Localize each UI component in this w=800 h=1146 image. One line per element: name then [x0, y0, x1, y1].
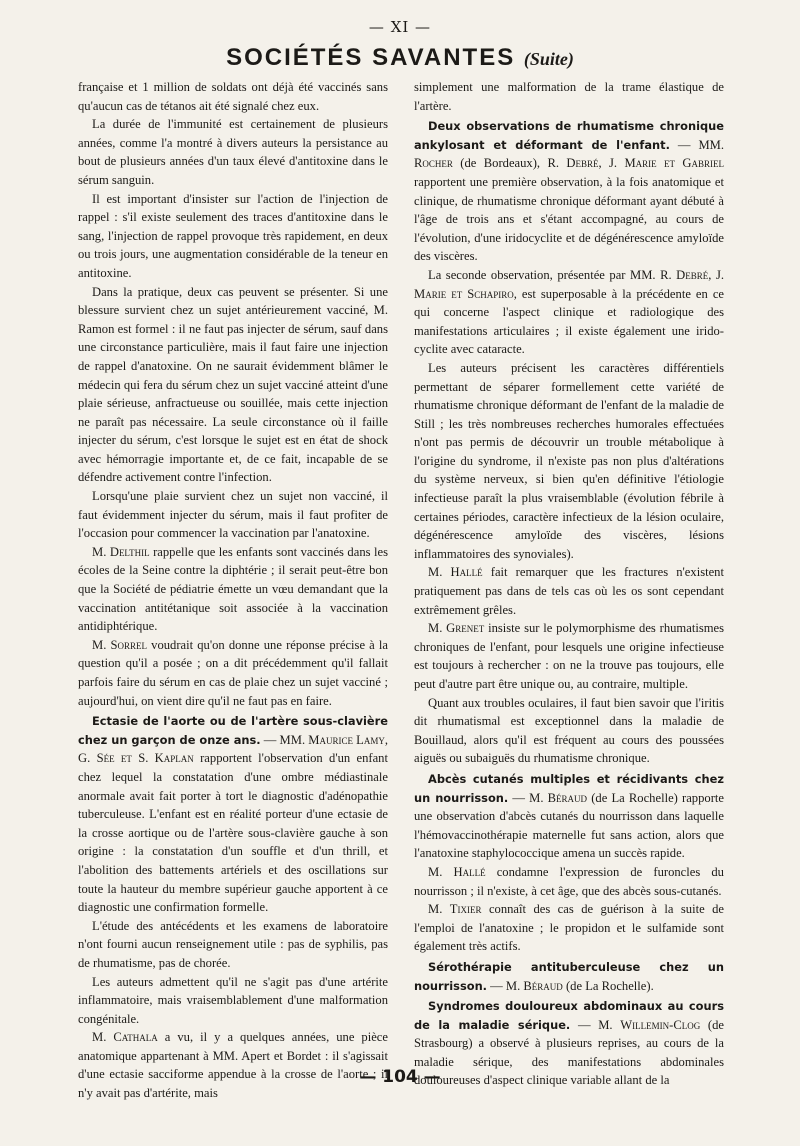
running-header	[0, 44, 800, 73]
paragraph: française et 1 million de soldats ont déjà été vaccinés sans qu'aucun cas de tétanos ait été signalé chez eux.	[78, 80, 388, 113]
author-name: Delthil	[109, 544, 150, 559]
author-name: Béraud	[523, 978, 563, 993]
header-suite: (Suite)	[523, 49, 574, 69]
paragraph: Les auteurs admettent qu'il ne s'agit pas d'une artérite inflammatoire, mais vraisemblablement d'une malformation congénitale.	[78, 974, 388, 1026]
paragraph-text: a vu, il y a quelques années, une pièce anatomique appartenant à MM. Apert et Bordet : il s'agissait d'une ectasie sacciforme appendue à la crosse de l'aorte ; il n'y avait pas d'artérite, mais	[78, 1030, 388, 1101]
author-name: Hallé	[450, 565, 483, 580]
paragraph: Les auteurs précisent les caractères différentiels permettant de séparer formellement cette variété de rhumatisme chronique déformant de l'enfant de la maladie de Still ; les très nombreuses recherches humorales effectuées n'ont pas permis de découvrir un trouble métabolique à l'origine du syndrome, il n'existe pas non plus d'altérations du système nerveux, si bien qu'en définitive l'étiologie infectieuse paraît la plus vraisemblable (évolution fébrile à certaines périodes, caractère infectieux de la lésion oculaire, dégénérescence amyloïde des viscères, lésions inflammatoires des synoviales).	[414, 360, 724, 561]
author-name: Cathala	[113, 1030, 158, 1045]
paragraph-text: condamne l'expression de furoncles du nourrisson ; il n'existe, à cet âge, que des abcès sous-cutanés.	[414, 864, 724, 898]
paragraph-text: rapportent une première observation, à la fois anatomique et clinique, de rhumatisme chronique déformant ayant débuté à l'âge de trois ans et s'étant accompagné, au cours de l'évolution, d'une iridocyclite et de dégénérescence amyloïde des viscères.	[414, 174, 724, 264]
section-serotherapie: Sérothérapie antituberculeuse chez un nourrisson. — M. Béraud (de La Rochelle).	[414, 959, 724, 993]
section-title: Ectasie de l'aorte ou de l'artère sous-clavière chez un garçon de onze ans.	[78, 714, 388, 747]
paragraph-text: rappelle que les enfants sont vaccinés dans les écoles de la Seine contre la diphtérie ; il serait peut-être bon que la Société de pédiatrie émette un vœu demandant que la vaccination antitétanique soit associée à la vaccination antidiphtérique.	[78, 544, 388, 634]
paragraph-text: fait remarquer que les fractures n'existent pratiquement pas dans de tels cas où les os sont cependant extrêmement grêles.	[414, 565, 724, 617]
paragraph: M. Grenet insiste sur le polymorphisme des rhumatismes chroniques de l'enfant, pour lesquels une origine infectieuse est toujours à rechercher : on ne la trouve pas toujours, elle peut d'autre part être unique ou, au contraire, multiple.	[414, 621, 725, 691]
paragraph: M. Tixier connaît des cas de guérison à la suite de l'emploi de l'anatoxine ; le propidon et le sulfamide sont également très actifs.	[414, 902, 725, 954]
paragraph-text: rapporte une observation d'abcès cutanés du nourrisson dans laquelle l'hémovaccinothérapie maternelle fut sans action, alors que l'anatoxine staphylococcique amena un succès rapide.	[414, 790, 724, 861]
page-roman-numeral: — XI —	[368, 18, 432, 36]
author-names: Maurice Lamy, G. Sée et S. Kaplan	[78, 732, 388, 766]
paragraph: La durée de l'immunité est certainement de plusieurs années, comme l'a montré à divers auteurs la persistance au bout de plusieurs années d'un taux élevé d'antitoxine dans le sérum sanguin.	[78, 117, 388, 187]
paragraph-text: voudrait qu'on donne une réponse précise à la question qu'il a posée ; on a dit précédemment qu'il fallait parfois faire du sérum en cas de plaie chez un sujet vacciné ; aujourd'hui, on vient dire qu'il ne faut pas en faire.	[78, 637, 388, 708]
paragraph: Quant aux troubles oculaires, il faut bien savoir que l'iritis dit rhumatismal est exceptionnel dans la maladie de Bouillaud, alors qu'il est fréquent au cours des poussées aiguës ou subaiguës du rhumatisme chronique.	[414, 695, 724, 766]
section-ectasie: Ectasie de l'aorte ou de l'artère sous-clavière chez un garçon de onze ans. — MM. Maurice Lamy, G. Sée et S. Kaplan rapportent l'observation d'un enfant chez lequel la constatation d'une ombre médiastinale anormale avait fait porter à tort le diagnostic d'adénopathie tuberculeuse. L'enfant est en réalité porteur d'une ectasie de la crosse aortique ou de l'artère sous-clavière gauche à son origine : la constatation d'un souffle et d'un thrill, et l'abolition des battements artériels et des oscillations sur toute la hauteur du membre supérieur gauche apportent à ce diagnostic une confirmation formelle.	[78, 714, 388, 915]
author-name: Rocher	[414, 156, 453, 171]
paragraph	[414, 266, 724, 359]
paragraph: Lorsqu'une plaie survient chez un sujet non vacciné, il faut évidemment injecter du sérum, mais il faut profiter de l'occasion pour commencer la vaccination par l'anatoxine.	[78, 489, 388, 541]
author-name: Béraud	[547, 790, 588, 805]
paragraph: simplement une malformation de la trame élastique de l'artère.	[414, 80, 724, 113]
paragraph: L'étude des antécédents et les examens de laboratoire n'ont fourni aucun renseignement utile : pas de syphilis, pas de rhumatisme, pas de chorée.	[78, 918, 388, 970]
paragraph: Il est important d'insister sur l'action de l'injection de rappel : s'il existe seulement des traces d'antitoxine dans le sang, l'injection de rappel provoque très rapidement, en deux ou trois jours, une augmentation considérable de la teneur en antitoxine.	[78, 191, 388, 280]
paragraph-text: insiste sur le polymorphisme des rhumatismes chroniques de l'enfant, pour lesquels une origine infectieuse est toujours à rechercher : on ne la trouve pas toujours, elle peut d'autre part être unique ou, au contraire, multiple.	[414, 621, 725, 691]
section-syndromes: Syndromes douloureux abdominaux au cours de la maladie sérique. — M. Willemin-Clog (de Strasbourg) a observé à plusieurs reprises, au cours de la maladie sérique, des manifestations abdominales douloureuses d'aspect clinique variable allant de la	[414, 999, 725, 1088]
page-number: — 104 —	[359, 1067, 441, 1087]
section-title: Sérothérapie antituberculeuse chez un nourrisson.	[414, 959, 724, 993]
paragraph: M. Hallé fait remarquer que les fractures n'existent pratiquement pas dans de tels cas où les os sont cependant extrêmement grêles.	[414, 565, 724, 617]
paragraph: Dans la pratique, deux cas peuvent se présenter. Si une blessure survient chez un sujet antérieurement vacciné, M. Ramon est formel : il ne faut pas injecter de sérum, sauf dans une circonstance particulière, mais il faut faire une injection de rappel d'anatoxine. On ne saurait évidemment blâmer le médecin qui fera du sérum chez un sujet vacciné atteint d'une plaie sérieuse, anfractueuse ou souillée, mais cette injection ne paraît pas nécessaire. La seule circonstance où il faille injecter du sérum, c'est lorsque le sujet est en état de shock avec hémorragie importante et, de ce fait, incapable de se défendre activement contre l'infection.	[78, 284, 388, 485]
left-column	[78, 78, 388, 1101]
header-title: SOCIÉTÉS SAVANTES	[226, 44, 516, 71]
paragraph-text: a observé à plusieurs reprises, au cours de la maladie sérique, des manifestations abdominales douloureuses d'aspect clinique variable allant de la	[414, 1036, 724, 1088]
section-title: Syndromes douloureux abdominaux au cours de la maladie sérique.	[414, 999, 724, 1032]
paragraph: M. Delthil rappelle que les enfants sont vaccinés dans les écoles de la Seine contre la diphtérie ; il serait peut-être bon que la Société de pédiatrie émette un vœu demandant que la vaccination antitétanique soit associée à la vaccination antidiphtérique.	[78, 544, 388, 634]
section-rhumatisme: Deux observations de rhumatisme chronique ankylosant et déformant de l'enfant. — MM. Rocher (de Bordeaux), R. Debré, J. Marie et Gabriel rapportent une première observation, à la fois anatomique et clinique, de rhumatisme chronique déformant ayant débuté à l'âge de trois ans et s'étant accompagné, au cours de l'évolution, d'une iridocyclite et de dégénérescence amyloïde des viscères.	[414, 119, 725, 264]
author-name: Grenet	[446, 621, 485, 636]
author-names: Debré, J. Marie et Gabriel	[566, 156, 725, 171]
section-title: Abcès cutanés multiples et récidivants chez un nourrisson.	[414, 771, 724, 805]
paragraph-text: rapportent l'observation d'un enfant chez lequel la constatation d'une ombre médiastinale anormale avait fait porter à tort le diagnostic d'adénopathie tuberculeuse. L'enfant est en réalité porteur d'une ectasie de la crosse aortique ou de l'artère sous-clavière gauche à son origine : la constatation d'un souffle et d'un thrill, et l'abolition des battements artériels et des oscillations sur toute la hauteur du membre supérieur gauche apportent à ce diagnostic une confirmation formelle.	[78, 751, 388, 915]
section-title: Deux observations de rhumatisme chronique ankylosant et déformant de l'enfant.	[414, 119, 724, 152]
author-name: Hallé	[453, 864, 486, 879]
paragraph-text: connaît des cas de guérison à la suite de l'emploi de l'anatoxine ; le propidon et le sulfamide sont également très actifs.	[414, 902, 725, 954]
right-column	[414, 78, 725, 1088]
paragraph: M. Cathala a vu, il y a quelques années, une pièce anatomique appartenant à MM. Apert et Bordet : il s'agissait d'une ectasie sacciforme appendue à la crosse de l'aorte ; il n'y avait pas d'artérite, mais	[78, 1030, 388, 1101]
paragraph: M. Sorrel voudrait qu'on donne une réponse précise à la question qu'il a posée ; on a dit précédemment qu'il fallait parfois faire du sérum en cas de plaie chez un sujet vacciné ; aujourd'hui, on vient dire qu'il ne faut pas en faire.	[78, 637, 388, 708]
author-name: Sorrel	[110, 637, 147, 652]
paragraph: M. Hallé condamne l'expression de furoncles du nourrisson ; il n'existe, à cet âge, que des abcès sous-cutanés.	[414, 864, 724, 898]
paragraph-text: La seconde observation, présentée par MM. R.	[428, 267, 677, 282]
author-name: Tixier	[449, 902, 482, 917]
author-names: Debré, J. Marie et Schapiro	[414, 267, 724, 301]
paragraph-text: , est superposable à la précédente en ce qui concerne l'aspect clinique et radiologique des manifestations articulaires ; il existe également une irido-cyclite avec cataracte.	[414, 286, 725, 357]
section-abces: Abcès cutanés multiples et récidivants chez un nourrisson. — M. Béraud (de La Rochelle) rapporte une observation d'abcès cutanés du nourrisson dans laquelle l'hémovaccinothérapie maternelle fut sans action, alors que l'anatoxine staphylococcique amena un succès rapide.	[414, 771, 724, 861]
author-name: Willemin-Clog	[620, 1017, 701, 1032]
